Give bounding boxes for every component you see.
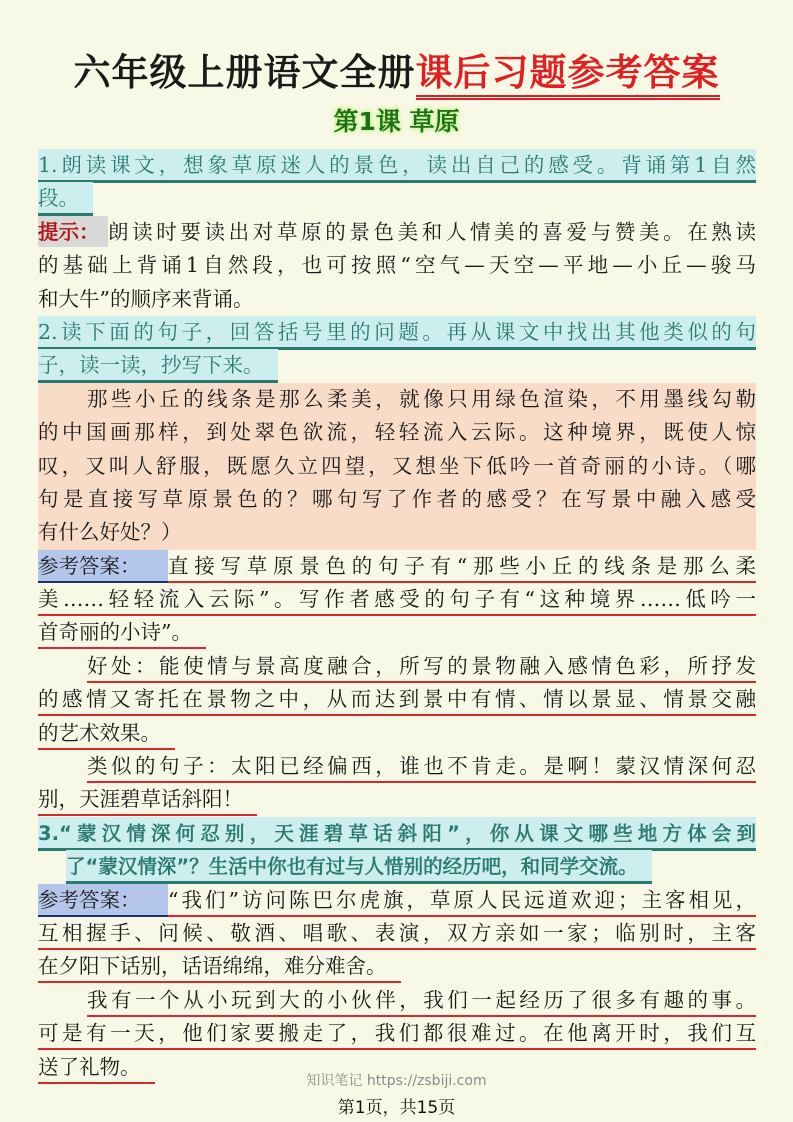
title-black: 六年级上册语文全册 <box>73 51 416 94</box>
line-text: 的感情又寄托在景物之中，从而达到景中有情、情以景显、情景交融 <box>38 683 756 716</box>
line-text: 互相握手、问候、敬酒、唱歌、表演，双方亲如一家；临别时，主客 <box>38 917 756 950</box>
answer-line <box>38 550 756 583</box>
line-text: 1.朗读课文，想象草原迷人的景色，读出自己的感受。背诵第1自然 <box>38 149 756 183</box>
line-text: 句是直接写草原景色的？哪句写了作者的感受？在写景中融入感受 <box>38 486 756 511</box>
question-line <box>38 149 756 182</box>
line-text: 朗读时要读出对草原的景色美和人情美的喜爱与赞美。在熟读 <box>108 219 756 244</box>
answer-label: 参考答案： <box>38 550 168 583</box>
line-text: 子，读一读，抄写下来。 <box>38 349 278 383</box>
answer-line <box>38 783 756 816</box>
answer-line <box>38 750 756 783</box>
answer-line <box>38 950 756 983</box>
line-text: 3.“蒙汉情深何忍别，天涯碧草话斜阳”，你从课文哪些地方体会到 <box>38 817 756 851</box>
quote-line <box>38 416 756 449</box>
line-text: 2.读下面的句子，回答括号里的问题。再从课文中找出其他类似的句 <box>38 316 756 350</box>
line-text: 的中国画那样，到处翠色欲流，轻轻流入云际。这种境界，既使人惊 <box>38 420 756 445</box>
answer-line <box>38 984 756 1017</box>
quote-line <box>38 383 756 416</box>
line-text: 在夕阳下话别，话语绵绵，难分难舍。 <box>38 950 401 983</box>
hint-line <box>38 283 756 316</box>
line-text: 了“蒙汉情深”？生活中你也有过与人惜别的经历吧，和同学交流。 <box>66 850 652 884</box>
answer-line <box>38 884 756 917</box>
answer-line <box>38 683 756 716</box>
question-line <box>38 850 756 883</box>
line-text: 和大牛”的顺序来背诵。 <box>38 286 254 311</box>
line-text: 送了礼物。 <box>38 1051 155 1084</box>
line-text: 别，天涯碧草话斜阳！ <box>38 783 257 816</box>
answer-line <box>38 917 756 950</box>
line-text: 叹，又叫人舒服，既愿久立四望，又想坐下低吟一首奇丽的小诗。（哪 <box>38 453 756 478</box>
hint-line <box>38 216 756 249</box>
line-text: 直接写草原景色的句子有“那些小丘的线条是那么柔 <box>168 550 756 583</box>
line-text: 段。 <box>38 182 93 216</box>
question-line <box>38 316 756 349</box>
line-text: 的基础上背诵1自然段，也可按照“空气—天空—平地—小丘—骏马 <box>38 253 756 278</box>
line-text: “我们”访问陈巴尔虎旗，草原人民远道欢迎；主客相见， <box>168 884 756 917</box>
question-line <box>38 182 756 215</box>
answer-line <box>38 1017 756 1050</box>
quote-line <box>38 483 756 516</box>
line-text: 那些小丘的线条是那么柔美，就像只用绿色渲染，不用墨线勾勒 <box>87 386 756 411</box>
hint-line <box>38 249 756 282</box>
watermark: 知识笔记 https://zsbiji.com <box>306 1073 487 1089</box>
line-text: 有什么好处？） <box>38 520 182 545</box>
lesson-title: 第1课 草原 <box>333 107 460 136</box>
question-line <box>38 349 756 382</box>
quote-line <box>38 516 756 549</box>
line-text: 类似的句子：太阳已经偏西，谁也不肯走。是啊！蒙汉情深何忍 <box>87 750 756 783</box>
quote-line <box>38 450 756 483</box>
answer-line <box>38 717 756 750</box>
line-text: 可是有一天，他们家要搬走了，我们都很难过。在他离开时，我们互 <box>38 1017 756 1050</box>
line-text: 美……轻轻流入云际”。写作者感受的句子有“这种境界……低吟一 <box>38 583 756 616</box>
line-text: 好处：能使情与景高度融合，所写的景物融入感情色彩，所抒发 <box>87 650 756 683</box>
line-text: 我有一个从小玩到大的小伙伴，我们一起经历了很多有趣的事。 <box>87 984 756 1017</box>
answer-line <box>38 650 756 683</box>
line-text: 首奇丽的小诗”。 <box>38 616 206 649</box>
answer-line <box>38 583 756 616</box>
question-line <box>38 817 756 850</box>
hint-label: 提示： <box>38 216 108 247</box>
line-text: 的艺术效果。 <box>38 717 175 750</box>
answer-line <box>38 616 756 649</box>
answer-label: 参考答案： <box>38 884 168 917</box>
document-body <box>38 149 756 1084</box>
title-red: 课后习题参考答案 <box>416 51 720 100</box>
document-title <box>0 42 793 96</box>
page-number: 第1页，共15页 <box>337 1098 456 1118</box>
